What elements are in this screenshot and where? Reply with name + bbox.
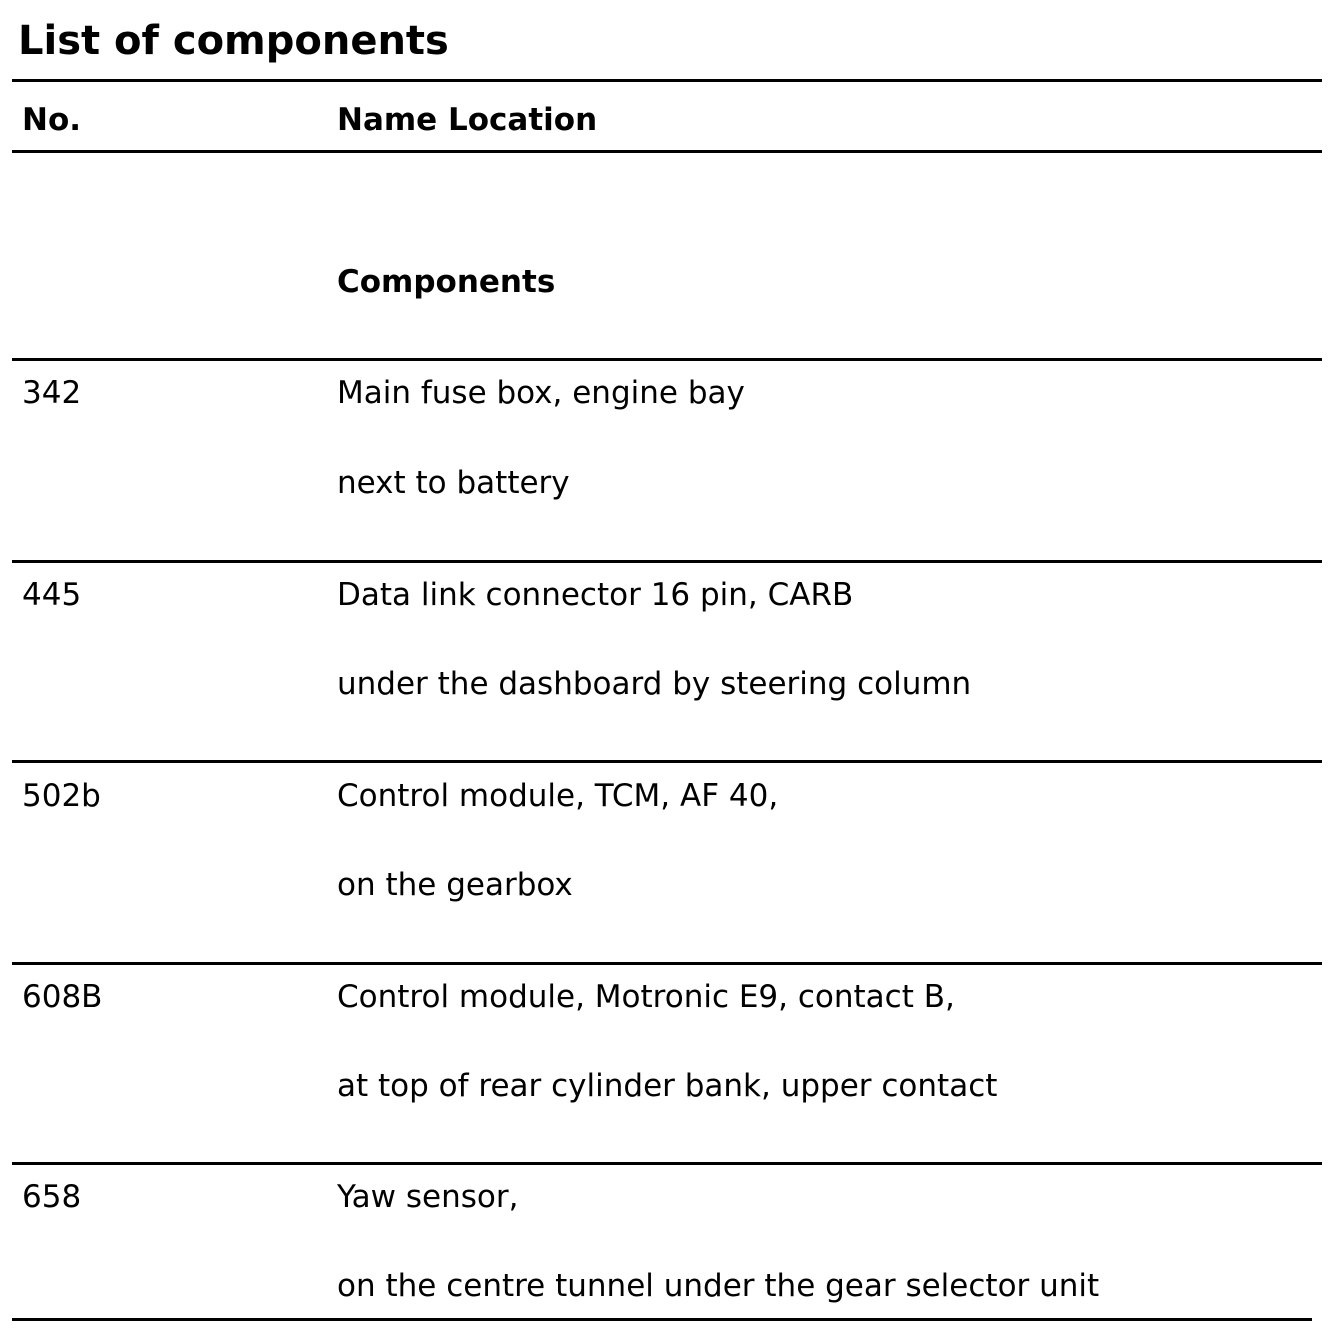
row-location: next to battery	[337, 465, 570, 501]
page-title: List of components	[18, 18, 449, 64]
row-name: Yaw sensor,	[337, 1179, 519, 1215]
section-label: Components	[337, 264, 556, 300]
row-name: Data link connector 16 pin, CARB	[337, 577, 854, 613]
row-location: at top of rear cylinder bank, upper contact	[337, 1068, 998, 1104]
row-divider	[12, 560, 1322, 563]
row-divider	[12, 358, 1322, 361]
header-bottom-rule	[12, 150, 1322, 153]
row-number: 608B	[22, 979, 103, 1015]
row-number: 502b	[22, 778, 101, 814]
header-no: No.	[22, 102, 82, 138]
table-bottom-rule	[12, 1318, 1312, 1321]
row-number: 658	[22, 1179, 82, 1215]
row-name: Control module, TCM, AF 40,	[337, 778, 779, 814]
row-location: on the centre tunnel under the gear selector unit	[337, 1268, 1100, 1304]
row-number: 342	[22, 375, 82, 411]
row-number: 445	[22, 577, 82, 613]
row-location: on the gearbox	[337, 867, 573, 903]
row-name: Control module, Motronic E9, contact B,	[337, 979, 955, 1015]
row-name: Main fuse box, engine bay	[337, 375, 745, 411]
row-location: under the dashboard by steering column	[337, 666, 972, 702]
header-name-location: Name Location	[337, 102, 598, 138]
header-top-rule	[12, 79, 1322, 82]
row-divider	[12, 760, 1322, 763]
row-divider	[12, 1162, 1322, 1165]
row-divider	[12, 962, 1322, 965]
